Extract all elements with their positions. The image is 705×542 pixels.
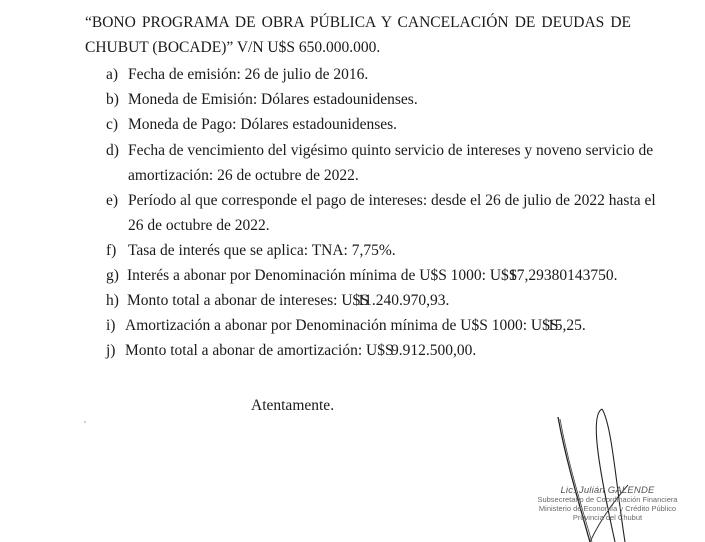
stamp-name: Lic. Julián GALENDE [560,485,655,496]
item-j-text: Monto total a abonar de amortización: U$S [125,342,394,359]
item-g-text: Interés a abonar por Denominación mínima de U$S 1000: U$S [127,267,518,284]
stamp-province: Provincia del Chubut [572,513,643,522]
item-c-text: Moneda de Pago: Dólares estadounidenses. [128,116,398,133]
item-i-label: i) [106,317,116,334]
item-g-label: g) [106,267,119,284]
item-j-value: 9.912.500,00. [391,342,477,359]
item-i-text: Amortización a abonar por Denominación mínima de U$S 1000: U$S [125,317,559,334]
item-h-text: Monto total a abonar de intereses: U$S [127,292,369,309]
item-d-text-line-1: Fecha de vencimiento del vigésimo quinto servicio de intereses y noveno servicio de [128,142,654,159]
item-a-label: a) [106,66,119,83]
item-h-label: h) [106,292,119,309]
item-b-label: b) [106,91,119,108]
item-i-value: 15,25. [547,317,586,334]
heading-line-1: “BONO PROGRAMA DE OBRA PÚBLICA Y CANCELACIÓN DE DEUDAS DE [85,14,631,31]
item-j-label: j) [106,342,116,359]
item-d-text-line-2: amortización: 26 de octubre de 2022. [128,167,359,184]
heading-line-2: CHUBUT (BOCADE)” V/N U$S 650.000.000. [85,39,381,56]
official-stamp [525,486,690,522]
closing-text: Atentamente. [251,397,335,414]
stamp-ministry: Ministerio de Economía y Crédito Público [538,504,677,513]
item-e-text-line-1: Período al que corresponde el pago de intereses: desde el 26 de julio de 2022 hasta el [128,192,656,209]
item-e-text-line-2: 26 de octubre de 2022. [128,217,270,234]
item-f-text: Tasa de interés que se aplica: TNA: 7,75%. [128,242,396,259]
item-g-value: 17,29380143750. [509,267,618,284]
item-d-label: d) [106,142,119,159]
item-f-label: f) [106,242,117,259]
scan-speck [84,421,86,423]
item-c-label: c) [106,116,119,133]
stamp-title: Subsecretario de Coordinación Financiera [537,495,678,504]
item-b-text: Moneda de Emisión: Dólares estadounidenses. [128,91,418,108]
item-e-label: e) [106,192,119,209]
item-h-value: 11.240.970,93. [357,292,450,309]
item-a-text: Fecha de emisión: 26 de julio de 2016. [128,66,369,83]
